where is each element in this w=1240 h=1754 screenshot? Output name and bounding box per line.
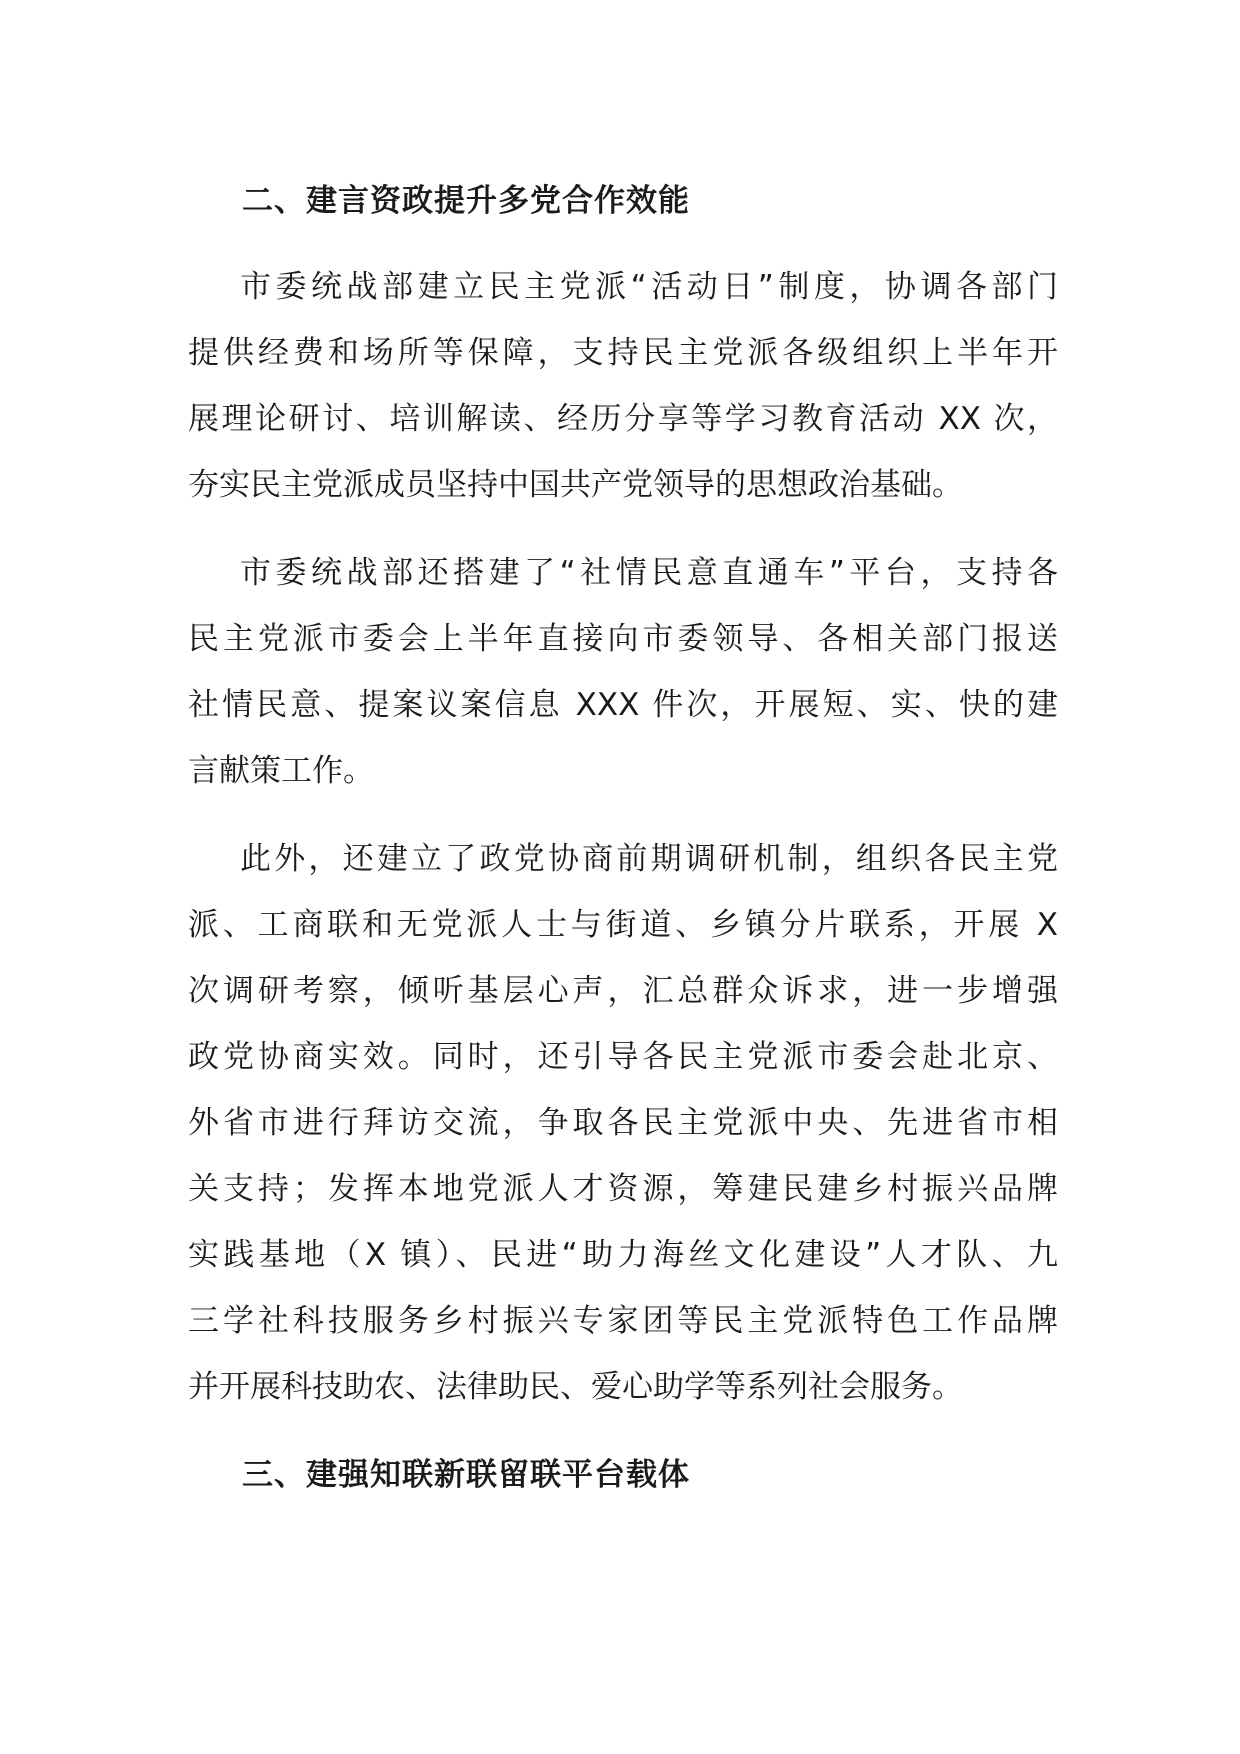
paragraph-line: 言献策工作。 — [188, 753, 374, 789]
paragraph-line: 社情民意、提案议案信息 XXX 件次，开展短、实、快的建 — [188, 687, 1058, 723]
paragraph-1 — [188, 254, 1058, 518]
section-heading-2: 二、建言资政提升多党合作效能 — [242, 183, 690, 219]
paragraph-line: 政党协商实效。同时，还引导各民主党派市委会赴北京、 — [188, 1039, 1058, 1075]
section-heading-3: 三、建强知联新联留联平台载体 — [242, 1457, 690, 1493]
paragraph-line: 关支持；发挥本地党派人才资源，筹建民建乡村振兴品牌 — [188, 1171, 1058, 1207]
paragraph-line: 市委统战部还搭建了“社情民意直通车”平台，支持各 — [240, 555, 1058, 591]
paragraph-line: 市委统战部建立民主党派“活动日”制度，协调各部门 — [240, 269, 1058, 305]
document-body — [188, 168, 1058, 1508]
paragraph-2 — [188, 540, 1058, 804]
paragraph-3 — [188, 826, 1058, 1420]
paragraph-line: 三学社科技服务乡村振兴专家团等民主党派特色工作品牌 — [188, 1303, 1058, 1339]
paragraph-line: 派、工商联和无党派人士与街道、乡镇分片联系，开展 X — [188, 907, 1058, 943]
paragraph-line: 民主党派市委会上半年直接向市委领导、各相关部门报送 — [188, 621, 1058, 657]
paragraph-line: 并开展科技助农、法律助民、爱心助学等系列社会服务。 — [188, 1369, 963, 1405]
paragraph-line: 外省市进行拜访交流，争取各民主党派中央、先进省市相 — [188, 1105, 1058, 1141]
paragraph-line: 展理论研讨、培训解读、经历分享等学习教育活动 XX 次， — [188, 401, 1058, 437]
paragraph-line: 实践基地（X 镇）、民进“助力海丝文化建设”人才队、九 — [188, 1237, 1058, 1273]
paragraph-line: 次调研考察，倾听基层心声，汇总群众诉求，进一步增强 — [188, 973, 1058, 1009]
paragraph-line: 提供经费和场所等保障，支持民主党派各级组织上半年开 — [188, 335, 1058, 371]
paragraph-line: 夯实民主党派成员坚持中国共产党领导的思想政治基础。 — [188, 467, 963, 503]
paragraph-line: 此外，还建立了政党协商前期调研机制，组织各民主党 — [240, 841, 1058, 877]
